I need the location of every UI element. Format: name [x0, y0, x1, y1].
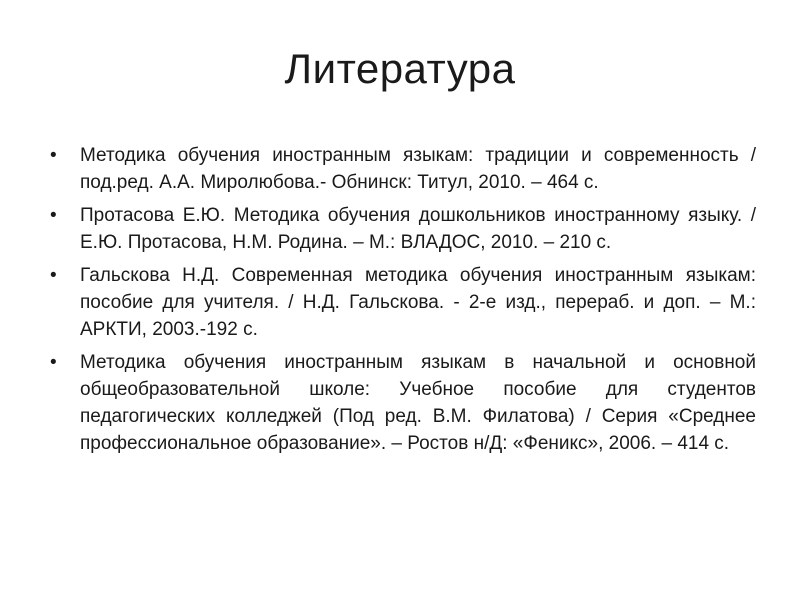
bullet-icon: • [50, 352, 57, 373]
reference-list [50, 142, 756, 463]
list-item [50, 349, 756, 457]
slide-title: Литература [284, 45, 516, 92]
reference-text: Гальскова Н.Д. Современная методика обучения иностранным языкам: пособие для учителя. / Н.Д. Гальскова. - 2-е изд., перераб. и доп. – М.: АРКТИ, 2003.-192 с. [80, 265, 756, 340]
bullet-icon: • [50, 205, 57, 226]
reference-text: Методика обучения иностранным языкам: традиции и современность / под.ред. А.А. Миролюбова.- Обнинск: Титул, 2010. – 464 с. [80, 145, 756, 193]
bullet-icon: • [50, 145, 57, 166]
list-item [50, 202, 756, 256]
list-item [50, 262, 756, 343]
reference-text: Методика обучения иностранным языкам в начальной и основной общеобразовательной школе: Учебное пособие для студентов педагогических колледжей (Под ред. В.М. Филатова) / Серия «Среднее профессиональное образование». – Ростов н/Д: «Феникс», 2006. – 414 с. [80, 352, 756, 454]
list-item [50, 142, 756, 196]
reference-text: Протасова Е.Ю. Методика обучения дошкольников иностранному языку. / Е.Ю. Протасова, Н.М. Родина. – М.: ВЛАДОС, 2010. – 210 с. [80, 205, 756, 253]
bullet-icon: • [50, 265, 57, 286]
